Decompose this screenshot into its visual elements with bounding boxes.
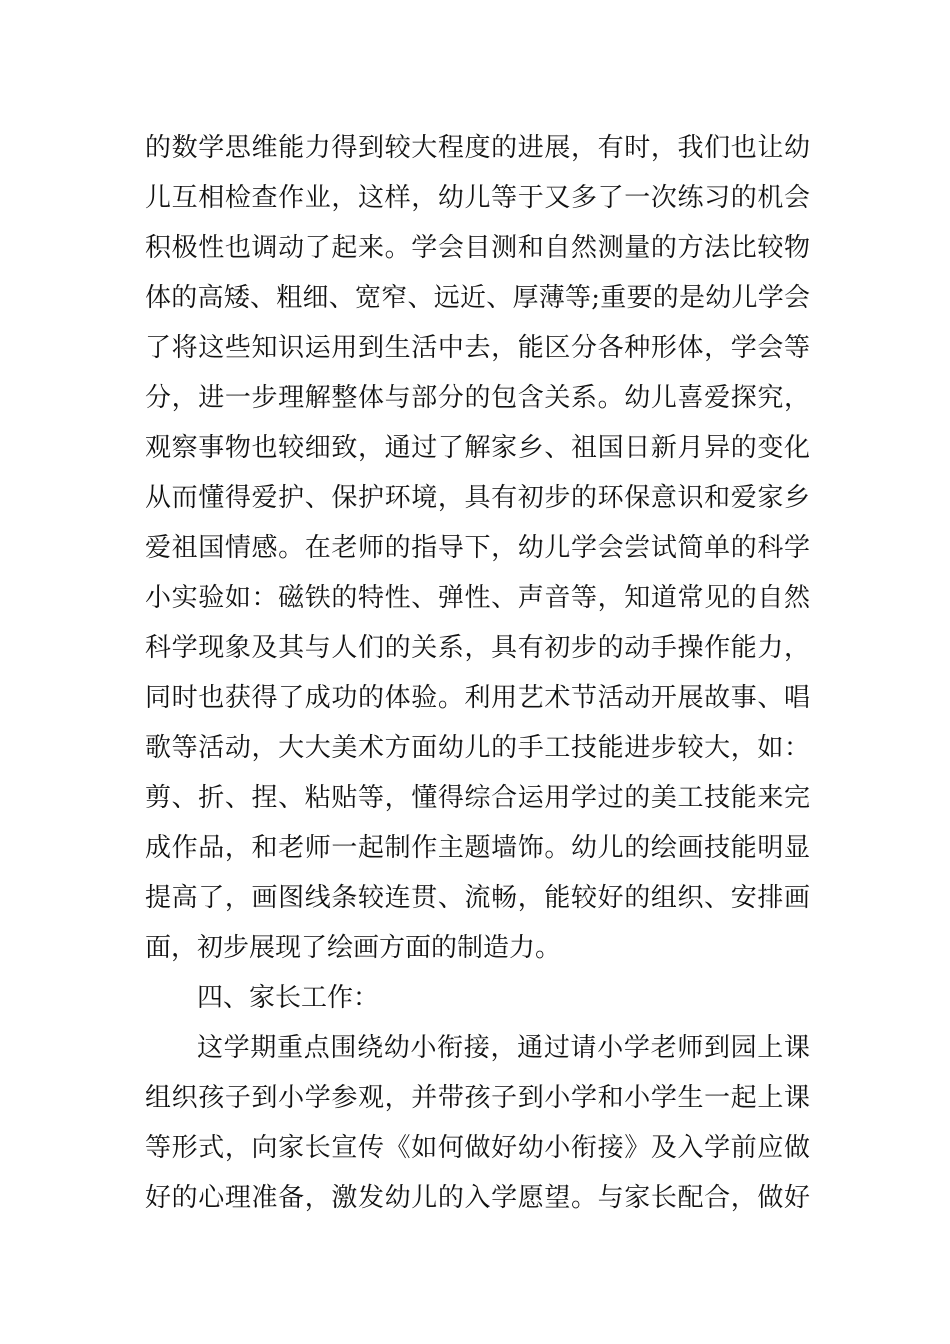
text-line: 儿互相检查作业，这样，幼儿等于又多了一次练习的机会 [145, 183, 810, 213]
text-line: 的数学思维能力得到较大程度的进展，有时，我们也让幼 [145, 133, 810, 163]
text-line: 等形式，向家长宣传《如何做好幼小衔接》及入学前应做 [145, 1133, 810, 1163]
section-heading: 四、家长工作： [197, 983, 380, 1013]
text-line: 面，初步展现了绘画方面的制造力。 [145, 933, 562, 963]
text-line: 成作品，和老师一起制作主题墙饰。幼儿的绘画技能明显 [145, 833, 810, 863]
text-line: 好的心理准备，激发幼儿的入学愿望。与家长配合，做好 [145, 1183, 810, 1213]
text-line: 科学现象及其与人们的关系，具有初步的动手操作能力， [145, 633, 810, 663]
text-line: 提高了，画图线条较连贯、流畅，能较好的组织、安排画 [145, 883, 810, 913]
text-line: 了将这些知识运用到生活中去，能区分各种形体，学会等 [145, 333, 810, 363]
text-line: 分，进一步理解整体与部分的包含关系。幼儿喜爱探究， [145, 383, 810, 413]
text-line: 体的高矮、粗细、宽窄、远近、厚薄等;重要的是幼儿学会 [145, 283, 810, 313]
text-line: 歌等活动，大大美术方面幼儿的手工技能进步较大，如： [145, 733, 810, 763]
text-line: 爱祖国情感。在老师的指导下，幼儿学会尝试简单的科学 [145, 533, 810, 563]
text-line: 观察事物也较细致，通过了解家乡、祖国日新月异的变化 [145, 433, 810, 463]
text-line: 剪、折、捏、粘贴等，懂得综合运用学过的美工技能来完 [145, 783, 810, 813]
text-line: 从而懂得爱护、保护环境，具有初步的环保意识和爱家乡 [145, 483, 810, 513]
text-line: 积极性也调动了起来。学会目测和自然测量的方法比较物 [145, 233, 810, 263]
text-line: 小实验如：磁铁的特性、弹性、声音等，知道常见的自然 [145, 583, 810, 613]
text-line: 同时也获得了成功的体验。利用艺术节活动开展故事、唱 [145, 683, 810, 713]
text-line: 这学期重点围绕幼小衔接，通过请小学老师到园上课 [197, 1033, 810, 1063]
text-line: 组织孩子到小学参观，并带孩子到小学和小学生一起上课 [145, 1083, 810, 1113]
